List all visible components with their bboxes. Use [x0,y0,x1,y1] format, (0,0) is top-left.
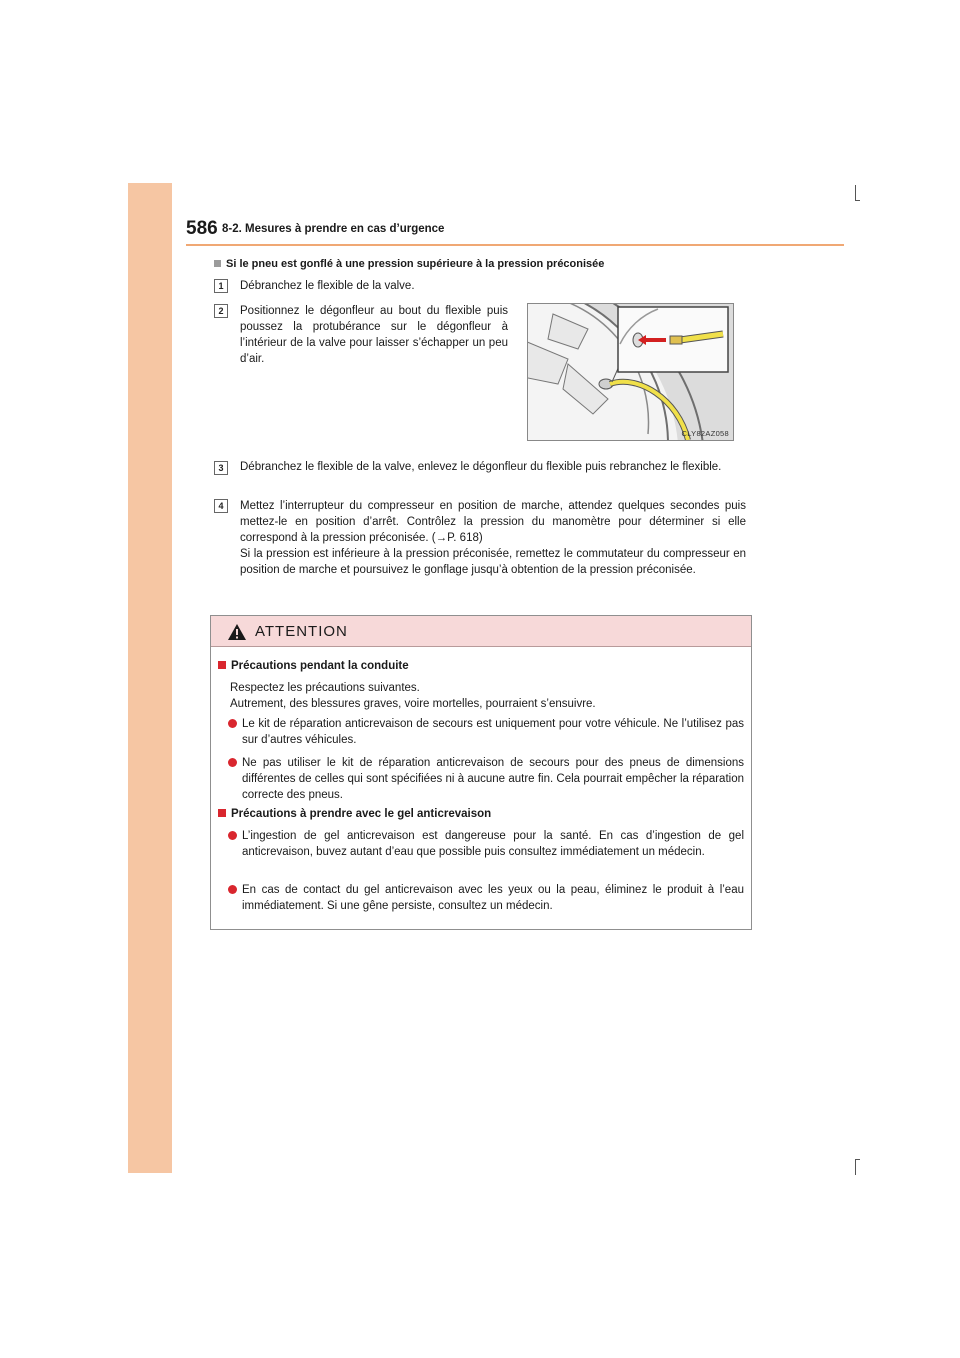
side-color-band [128,183,172,1173]
tire-valve-drawing [528,304,733,440]
warning-title: ATTENTION [255,623,348,640]
step-text-4-continued: Si la pression est inférieure à la pression préconisée, remettez le commutateur du compresseur en position de marche et poursuivez le gonflage jusqu’à obtention de la pression préconisée. [240,548,746,576]
warning-intro-1: Respectez les précautions suivantes. [230,682,420,694]
step-text-3: Débranchez le flexible de la valve, enlevez le dégonfleur du flexible puis rebranchez le flexible. [240,461,722,473]
warning-triangle-icon [227,623,247,641]
section-title: 8-2. Mesures à prendre en cas d’urgence [222,223,445,235]
warning-header [211,616,751,647]
subheading-text: Si le pneu est gonflé à une pression supérieure à la pression préconisée [226,258,605,270]
warning-bullet-2-text: Ne pas utiliser le kit de réparation anticrevaison de secours pour des pneus de dimensions différentes de celles qui sont spécifiées ni à aucune autre fin. Cela pourrait empêcher la réparation correcte des pneus. [242,757,744,801]
figure-code: CLY82AZ058 [681,429,729,438]
warning-heading-driving-text: Précautions pendant la conduite [231,660,409,672]
step-number-2: 2 [214,304,228,318]
step-text-1: Débranchez le flexible de la valve. [240,280,415,292]
warning-bullet-3 [228,828,744,860]
header-rule [186,244,844,246]
warning-bullet-1 [228,716,744,748]
step-text-4: Mettez l’interrupteur du compresseur en position de marche, attendez quelques secondes puis mettez-le en position d’arrêt. Contrôlez la pression du manomètre pour déterminer si elle correspond à la pression préconisée. (→P. 618) [240,500,746,544]
warning-bullet-4-text: En cas de contact du gel anticrevaison avec les yeux ou la peau, éliminez le produit à l’eau immédiatement. Si une gêne persiste, consultez un médecin. [242,884,744,912]
warning-bullet-2 [228,755,744,803]
gray-square-icon [214,260,221,267]
step-number-4: 4 [214,499,228,513]
red-square-icon [218,661,226,669]
subheading [214,258,604,270]
red-square-icon [218,809,226,817]
red-dot-bullet-icon [228,885,237,894]
crop-mark-top-right [855,185,856,201]
red-dot-bullet-icon [228,758,237,767]
tire-valve-illustration [527,303,734,441]
crop-mark-top-right-foot [855,200,860,201]
step-number-1: 1 [214,279,228,293]
crop-mark-bottom-right-foot [855,1159,860,1160]
page-number: 586 [186,218,218,239]
warning-heading-gel-text: Précautions à prendre avec le gel anticrevaison [231,808,492,820]
warning-box [210,615,752,930]
warning-intro-2: Autrement, des blessures graves, voire mortelles, pourraient s’ensuivre. [230,698,596,710]
crop-mark-bottom-right [855,1159,856,1175]
warning-heading-gel [218,808,491,820]
warning-bullet-3-text: L’ingestion de gel anticrevaison est dangereuse pour la santé. En cas d’ingestion de gel anticrevaison, buvez autant d’eau que possible puis consultez immédiatement un médecin. [242,830,744,858]
step-text-2: Positionnez le dégonfleur au bout du flexible puis poussez la protubérance sur le dégonfleur à l’intérieur de la valve pour laisser s’échapper un peu d’air. [240,305,508,365]
warning-bullet-1-text: Le kit de réparation anticrevaison de secours est uniquement pour votre véhicule. Ne l’utilisez pas sur d’autres véhicules. [242,718,744,746]
step-number-3: 3 [214,461,228,475]
warning-heading-driving [218,660,409,672]
red-dot-bullet-icon [228,831,237,840]
red-dot-bullet-icon [228,719,237,728]
warning-bullet-4 [228,882,744,914]
